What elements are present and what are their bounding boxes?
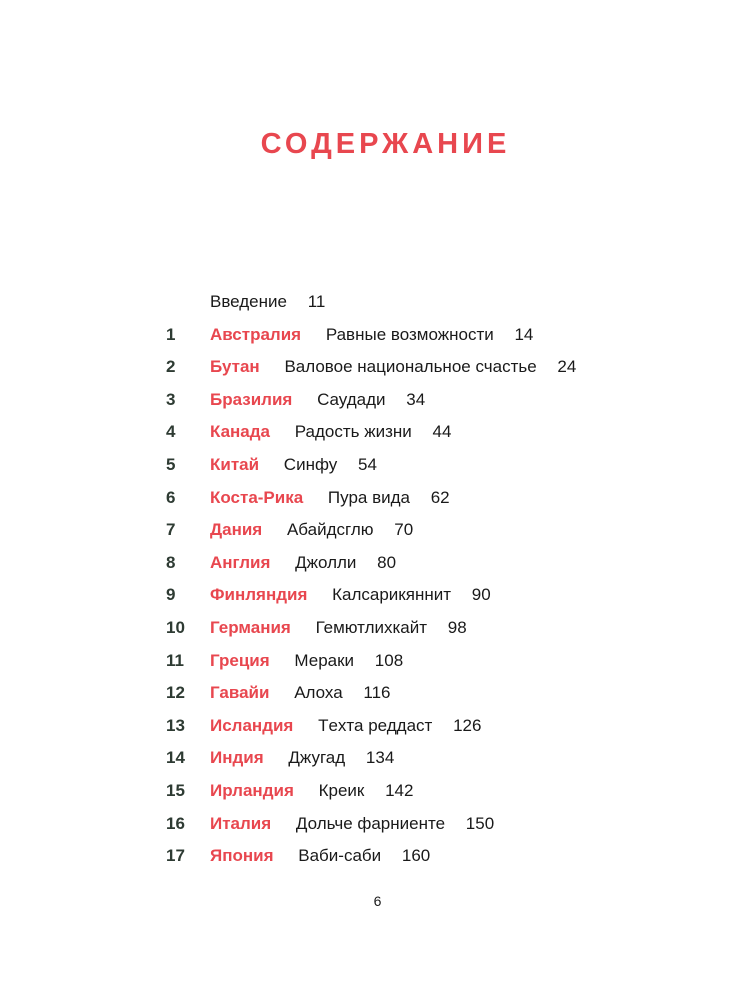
country-name: Канада [210, 422, 271, 442]
page-number: 6 [373, 893, 382, 909]
concept-name: Джолли [295, 552, 357, 572]
country-name: Дания [210, 520, 263, 540]
page-ref: 150 [465, 813, 495, 833]
concept-name: Синфу [283, 454, 338, 474]
page-ref: 24 [557, 357, 577, 377]
chapter-number: 14 [166, 748, 185, 768]
toc-entry [210, 742, 394, 775]
chapter-number: 3 [166, 389, 176, 409]
page-ref: 98 [447, 617, 467, 637]
chapter-number: 12 [166, 683, 185, 703]
concept-name: Пура вида [327, 487, 410, 507]
toc-row[interactable] [0, 384, 731, 417]
toc-row[interactable] [0, 579, 731, 612]
toc-row[interactable] [0, 482, 731, 515]
concept-name: Валовое национальное счастье [284, 357, 537, 377]
concept-name: Радость жизни [294, 422, 412, 442]
toc-row[interactable] [0, 677, 731, 710]
toc-row[interactable] [0, 808, 731, 841]
page-ref: 80 [377, 552, 397, 572]
toc-entry [210, 645, 403, 678]
concept-name: Гемютлихкайт [315, 617, 428, 637]
page-ref: 90 [471, 585, 491, 605]
page-ref: 160 [401, 846, 431, 866]
toc-entry [210, 351, 576, 384]
chapter-number: 11 [166, 650, 184, 670]
toc-row[interactable] [0, 319, 731, 352]
concept-name: Ваби-саби [298, 846, 382, 866]
country-name: Финляндия [210, 585, 308, 605]
page-ref: 126 [453, 715, 482, 735]
concept-name: Джугад [288, 748, 346, 768]
concept-name: Дольче фарниенте [295, 813, 446, 833]
page-ref: 142 [385, 780, 414, 800]
country-name: Ирландия [210, 780, 294, 800]
toc-row[interactable] [0, 514, 731, 547]
country-name: Италия [210, 813, 272, 833]
chapter-number: 2 [166, 357, 176, 377]
page-ref: 134 [365, 748, 395, 768]
toc-row[interactable] [0, 449, 731, 482]
chapter-number: 15 [166, 780, 185, 800]
chapter-number: 8 [166, 552, 176, 572]
page-ref: 116 [363, 683, 391, 703]
toc-row[interactable] [0, 645, 731, 678]
chapter-number: 5 [166, 454, 176, 474]
page-ref: 70 [394, 520, 414, 540]
page-ref: 108 [374, 650, 404, 670]
chapter-number: 1 [166, 324, 176, 344]
concept-name: Тexта реддаст [318, 715, 433, 735]
country-name: Китай [210, 454, 260, 474]
country-name: Коста-Рика [210, 487, 304, 507]
toc-entry [210, 612, 467, 645]
country-name: Германия [210, 617, 291, 637]
page-ref: 34 [406, 389, 426, 409]
country-name: Греция [210, 650, 270, 670]
concept-name: Калсарикяннит [332, 585, 452, 605]
toc-entry [210, 840, 430, 873]
page-ref: 54 [358, 454, 377, 474]
toc-entry [210, 677, 391, 710]
concept-name: Алоха [294, 683, 343, 703]
chapter-number: 4 [166, 422, 176, 442]
chapter-number: 16 [166, 813, 185, 833]
toc-row[interactable] [0, 547, 731, 580]
toc-entry [210, 710, 481, 743]
intro-label: Введение [210, 292, 287, 311]
page-ref: 14 [514, 324, 534, 344]
country-name: Гавайи [210, 683, 270, 703]
chapter-number: 13 [166, 715, 185, 735]
country-name: Бутан [210, 357, 260, 377]
toc-entry [210, 579, 491, 612]
chapter-number: 10 [166, 617, 185, 637]
toc-entry [210, 482, 450, 515]
chapter-number: 6 [166, 487, 176, 507]
page-ref: 62 [430, 487, 450, 507]
concept-name: Равные возможности [325, 324, 494, 344]
toc-entry [210, 416, 451, 449]
chapter-number: 17 [166, 846, 185, 866]
concept-name: Мераки [294, 650, 355, 670]
toc-entry [210, 319, 533, 352]
toc-entry [210, 384, 425, 417]
toc-entry [210, 449, 377, 482]
concept-name: Креик [318, 780, 365, 800]
toc-entry [210, 286, 325, 319]
toc-entry [210, 808, 494, 841]
country-name: Австралия [210, 324, 302, 344]
country-name: Индия [210, 748, 264, 768]
toc-row[interactable] [0, 775, 731, 808]
country-name: Бразилия [210, 389, 293, 409]
table-of-contents [0, 286, 731, 873]
chapter-number: 9 [166, 585, 176, 605]
toc-entry [210, 775, 413, 808]
toc-entry [210, 547, 396, 580]
page-ref: 44 [432, 422, 452, 442]
toc-row[interactable] [0, 612, 731, 645]
country-name: Англия [210, 552, 271, 572]
toc-entry [210, 514, 413, 547]
concept-name: Абайдсглю [286, 520, 374, 540]
country-name: Исландия [210, 715, 294, 735]
toc-row[interactable] [0, 416, 731, 449]
toc-row[interactable] [0, 840, 731, 873]
page-title: СОДЕРЖАНИЕ [260, 128, 511, 160]
toc-row[interactable] [0, 710, 731, 743]
toc-row[interactable] [0, 351, 731, 384]
toc-row[interactable] [0, 742, 731, 775]
intro-page: 11 [307, 292, 326, 311]
toc-row-intro[interactable] [0, 286, 731, 319]
concept-name: Саудади [317, 389, 386, 409]
country-name: Япония [210, 846, 274, 866]
chapter-number: 7 [166, 520, 176, 540]
